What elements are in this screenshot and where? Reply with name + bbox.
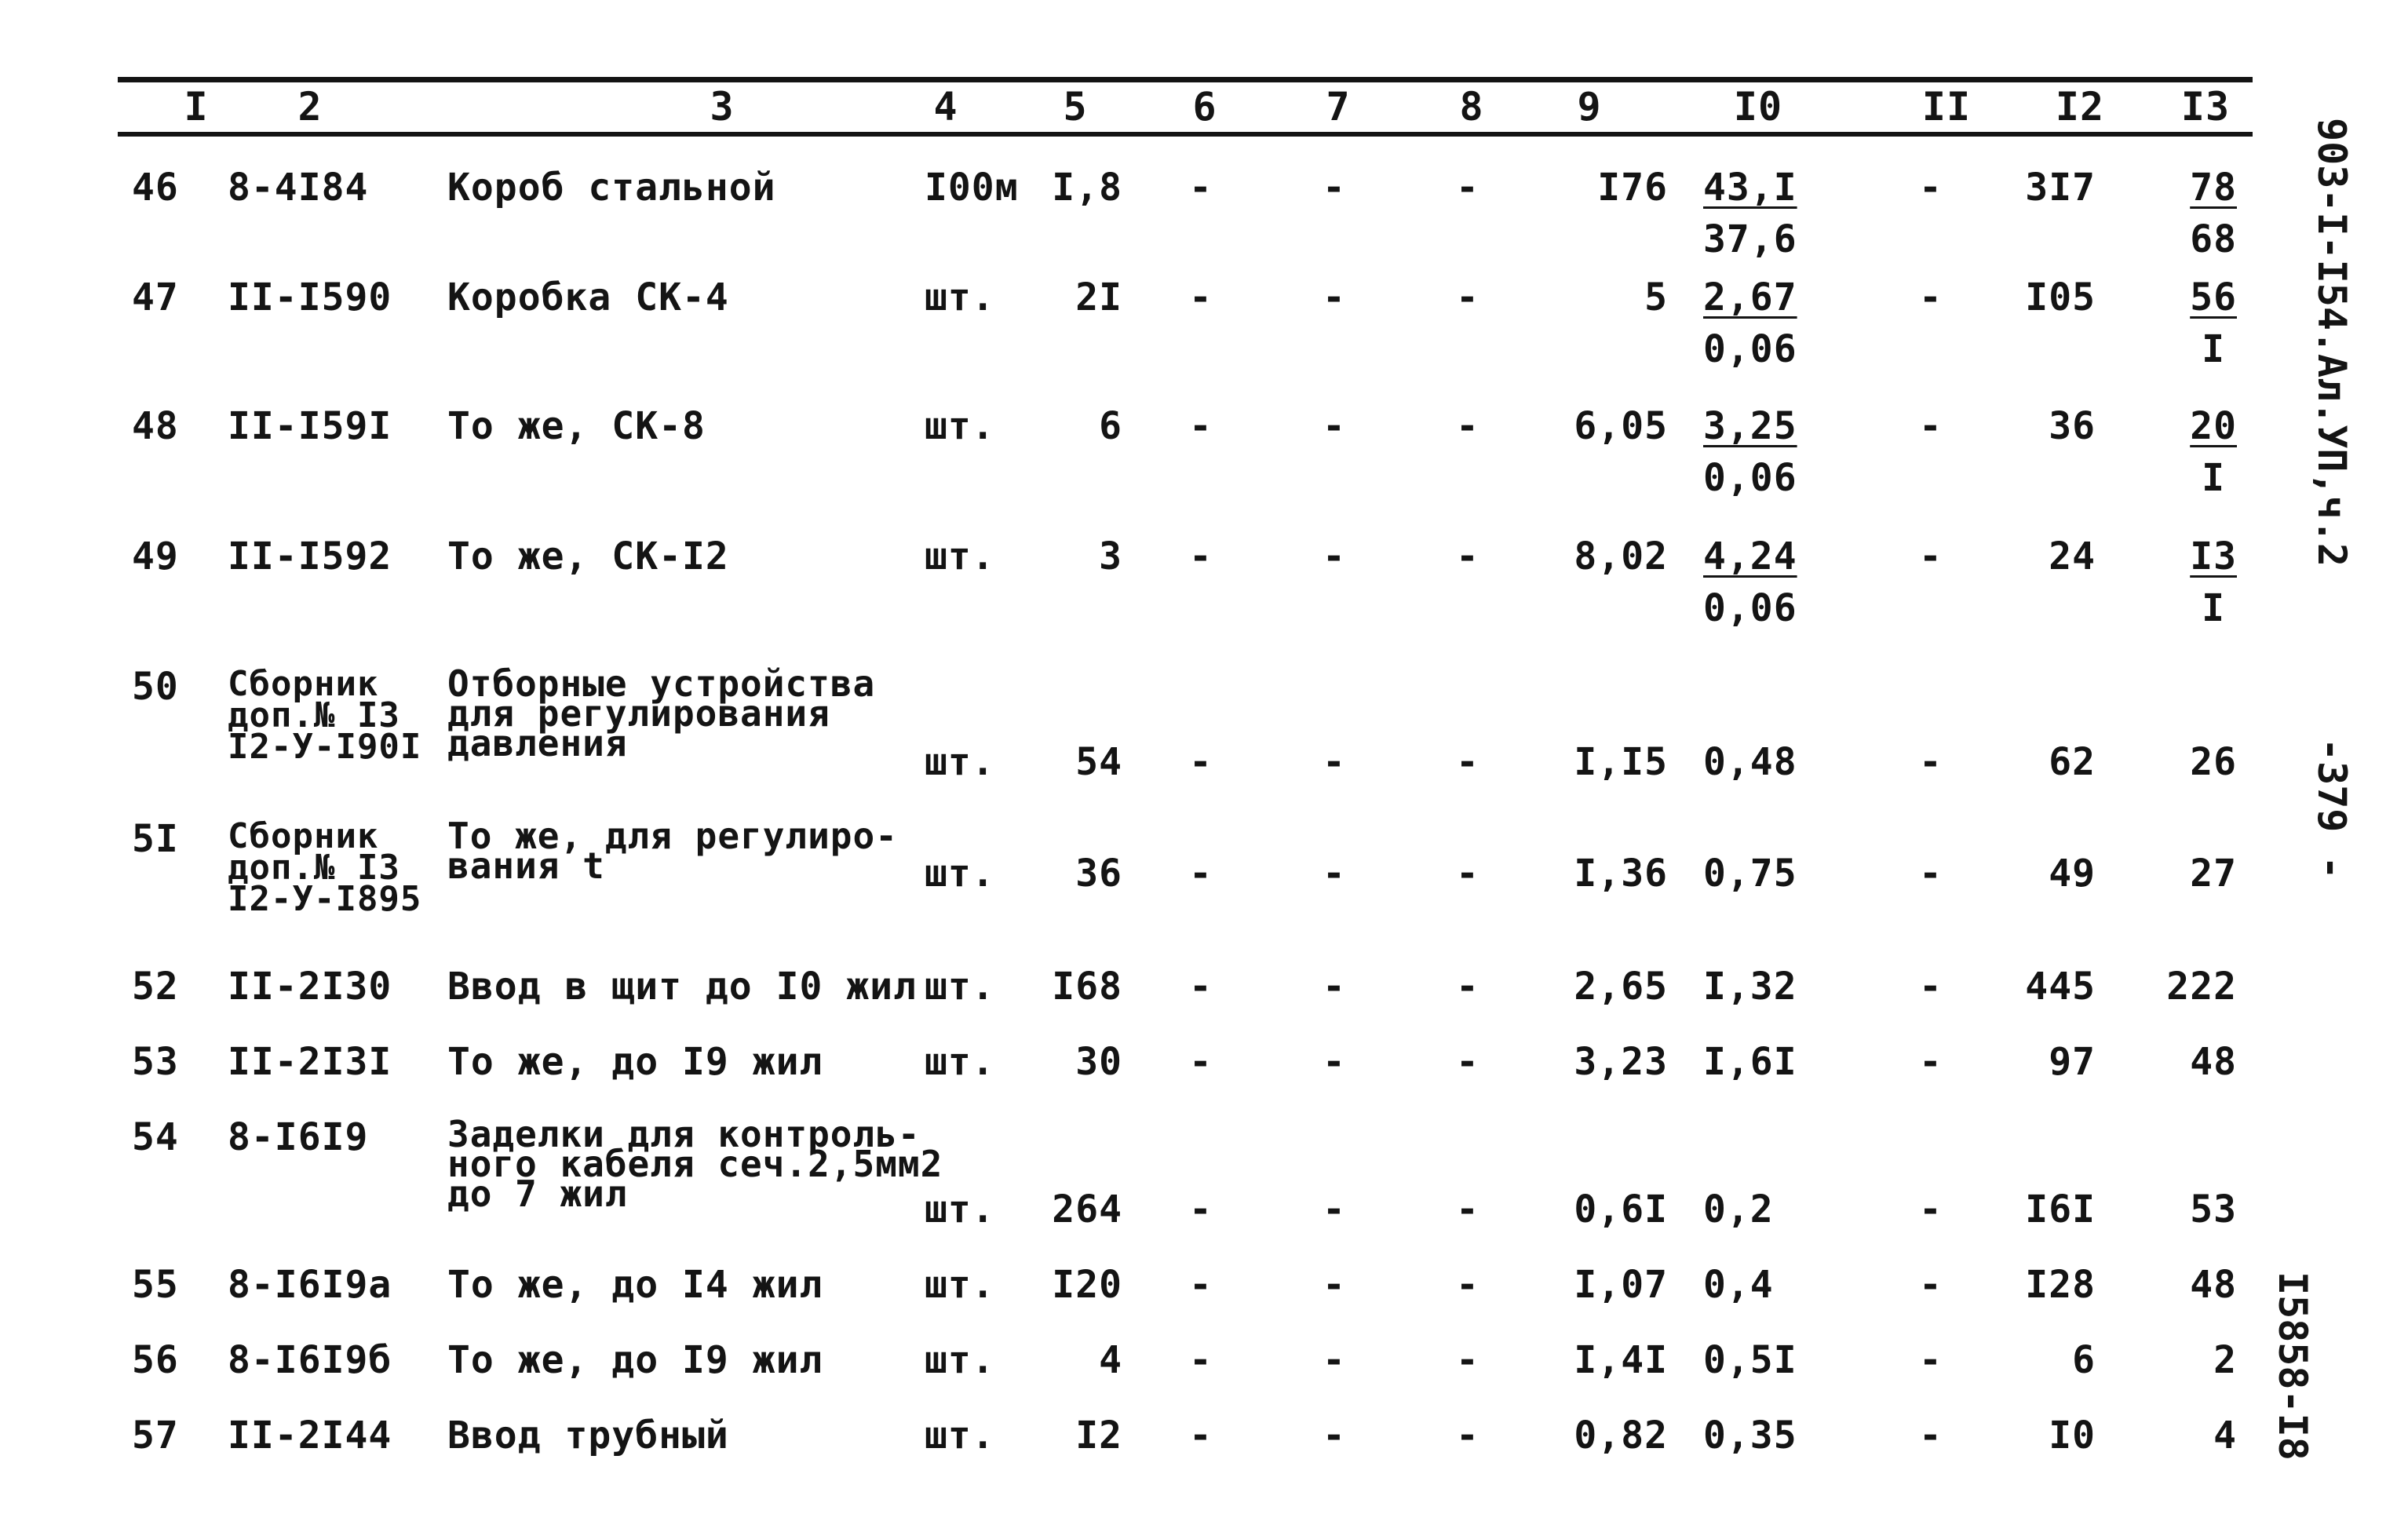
- quantity: I2: [1075, 1414, 1122, 1457]
- col-12-value: I28: [2025, 1263, 2096, 1307]
- quantity: I,8: [1052, 166, 1122, 210]
- norm-code: II-2I3I: [228, 1040, 392, 1084]
- col-12-value: 3I7: [2025, 166, 2096, 210]
- fraction-numerator: 2,67: [1703, 275, 1797, 319]
- item-name: Заделки для контроль- ного кабеля сеч.2,5мм2 до 7 жил: [447, 1113, 943, 1215]
- item-name: Короб стальной: [447, 166, 776, 210]
- col-8-value: -: [1456, 740, 1479, 784]
- col-9-value: I,4I: [1574, 1338, 1668, 1382]
- col-11-value: -: [1919, 740, 1943, 784]
- col-11-value: -: [1919, 534, 1943, 578]
- row-number: 52: [132, 965, 179, 1009]
- header-col-13: I3: [2180, 84, 2231, 130]
- col-11-value: -: [1919, 1414, 1943, 1457]
- col-7-value: -: [1323, 1414, 1346, 1457]
- col-13-value: 27: [2190, 852, 2237, 896]
- col-9-value: 8,02: [1574, 534, 1668, 578]
- fraction-denominator: I: [2202, 586, 2226, 630]
- col-13-value: 53: [2190, 1187, 2237, 1231]
- col-13-value: 48: [2190, 1040, 2237, 1084]
- quantity: 4: [1099, 1338, 1122, 1382]
- fraction-numerator: 3,25: [1703, 404, 1797, 448]
- item-name: То же, для регулиро- вания t: [447, 815, 898, 887]
- fraction-numerator: I3: [2190, 534, 2237, 578]
- item-name: Ввод в щит до I0 жил: [447, 965, 917, 1009]
- fraction-numerator: 43,I: [1703, 166, 1797, 210]
- col-13-value: 222: [2166, 965, 2237, 1009]
- col-10-value: 0,48: [1703, 740, 1797, 784]
- col-8-value: -: [1456, 404, 1479, 448]
- col-12-value: 24: [2049, 534, 2096, 578]
- header-col-3: 3: [710, 84, 735, 130]
- fraction-denominator: 68: [2190, 217, 2237, 261]
- quantity: 6: [1099, 404, 1122, 448]
- row-number: 46: [132, 166, 179, 210]
- col-10-fraction: [1703, 404, 1852, 500]
- fraction-denominator: 0,06: [1703, 586, 1797, 630]
- header-col-5: 5: [1063, 84, 1088, 130]
- col-9-value: 5: [1644, 275, 1668, 319]
- col-7-value: -: [1323, 166, 1346, 210]
- col-6-value: -: [1189, 852, 1213, 896]
- col-13-fraction: [2151, 275, 2237, 371]
- col-12-value: I05: [2025, 275, 2096, 319]
- quantity: 36: [1075, 852, 1122, 896]
- col-8-value: -: [1456, 1338, 1479, 1382]
- col-7-value: -: [1323, 965, 1346, 1009]
- col-7-value: -: [1323, 1187, 1346, 1231]
- col-6-value: -: [1189, 1040, 1213, 1084]
- col-10-value: I,32: [1703, 965, 1797, 1009]
- header-col-2: 2: [297, 84, 323, 130]
- norm-code: Сборник доп.№ I3 I2-У-I895: [228, 816, 422, 919]
- unit: шт.: [925, 740, 995, 784]
- col-6-value: -: [1189, 1263, 1213, 1307]
- header-col-8: 8: [1459, 84, 1484, 130]
- row-number: 5I: [132, 817, 179, 861]
- unit: шт.: [925, 534, 995, 578]
- quantity: 2I: [1075, 275, 1122, 319]
- fraction-denominator: 0,06: [1703, 456, 1797, 500]
- header-col-10: I0: [1733, 84, 1783, 130]
- quantity: 3: [1099, 534, 1122, 578]
- col-6-value: -: [1189, 275, 1213, 319]
- quantity: I68: [1052, 965, 1122, 1009]
- col-11-value: -: [1919, 1187, 1943, 1231]
- unit: шт.: [925, 1263, 995, 1307]
- sheet-number: I5858-I8: [2270, 1271, 2315, 1461]
- col-8-value: -: [1456, 534, 1479, 578]
- table-header-rule: [118, 132, 2253, 137]
- header-col-11: II: [1921, 84, 1972, 130]
- item-name: То же, СК-8: [447, 404, 706, 448]
- norm-code: 8-4I84: [228, 166, 369, 210]
- col-13-value: 26: [2190, 740, 2237, 784]
- col-6-value: -: [1189, 965, 1213, 1009]
- unit: шт.: [925, 852, 995, 896]
- col-8-value: -: [1456, 1187, 1479, 1231]
- col-12-value: 97: [2049, 1040, 2096, 1084]
- col-12-value: 445: [2025, 965, 2096, 1009]
- col-9-value: 2,65: [1574, 965, 1668, 1009]
- col-11-value: -: [1919, 1338, 1943, 1382]
- col-6-value: -: [1189, 740, 1213, 784]
- col-11-value: -: [1919, 166, 1943, 210]
- col-8-value: -: [1456, 1414, 1479, 1457]
- unit: шт.: [925, 404, 995, 448]
- col-13-fraction: [2151, 166, 2237, 261]
- col-11-value: -: [1919, 1263, 1943, 1307]
- item-name: То же, СК-I2: [447, 534, 729, 578]
- col-13-fraction: [2151, 534, 2237, 630]
- header-col-9: 9: [1577, 84, 1602, 130]
- col-7-value: -: [1323, 1338, 1346, 1382]
- quantity: 30: [1075, 1040, 1122, 1084]
- col-10-value: I,6I: [1703, 1040, 1797, 1084]
- norm-code: II-2I30: [228, 965, 392, 1009]
- col-10-fraction: [1703, 275, 1852, 371]
- row-number: 53: [132, 1040, 179, 1084]
- row-number: 50: [132, 665, 179, 709]
- col-7-value: -: [1323, 1040, 1346, 1084]
- col-6-value: -: [1189, 534, 1213, 578]
- col-12-value: 62: [2049, 740, 2096, 784]
- col-7-value: -: [1323, 534, 1346, 578]
- row-number: 55: [132, 1263, 179, 1307]
- norm-code: 8-I6I9б: [228, 1338, 392, 1382]
- header-col-6: 6: [1192, 84, 1217, 130]
- row-number: 57: [132, 1414, 179, 1457]
- item-name: Ввод трубный: [447, 1414, 729, 1457]
- col-13-value: 2: [2213, 1338, 2237, 1382]
- col-6-value: -: [1189, 1187, 1213, 1231]
- col-11-value: -: [1919, 965, 1943, 1009]
- row-number: 47: [132, 275, 179, 319]
- unit: шт.: [925, 1338, 995, 1382]
- norm-code: II-I592: [228, 534, 392, 578]
- col-7-value: -: [1323, 852, 1346, 896]
- col-10-fraction: [1703, 534, 1852, 630]
- norm-code: 8-I6I9а: [228, 1263, 392, 1307]
- col-10-value: 0,75: [1703, 852, 1797, 896]
- row-number: 48: [132, 404, 179, 448]
- col-9-value: I,36: [1574, 852, 1668, 896]
- quantity: I20: [1052, 1263, 1122, 1307]
- item-name: Отборные устройства для регулирования давления: [447, 662, 876, 764]
- header-col-12: I2: [2055, 84, 2105, 130]
- fraction-denominator: 0,06: [1703, 327, 1797, 371]
- item-name: Коробка СК-4: [447, 275, 729, 319]
- row-number: 54: [132, 1115, 179, 1159]
- col-13-value: 4: [2213, 1414, 2237, 1457]
- col-8-value: -: [1456, 166, 1479, 210]
- norm-code: II-I59I: [228, 404, 392, 448]
- document-code: 903-I-I54.Ал.УП,ч.2: [2309, 118, 2355, 567]
- col-7-value: -: [1323, 404, 1346, 448]
- col-13-value: 48: [2190, 1263, 2237, 1307]
- col-7-value: -: [1323, 740, 1346, 784]
- unit: шт.: [925, 1414, 995, 1457]
- unit: шт.: [925, 965, 995, 1009]
- col-10-value: 0,2: [1703, 1187, 1774, 1231]
- fraction-denominator: I: [2202, 456, 2226, 500]
- col-12-value: 36: [2049, 404, 2096, 448]
- col-9-value: 3,23: [1574, 1040, 1668, 1084]
- item-name: То же, до I9 жил: [447, 1040, 823, 1084]
- col-8-value: -: [1456, 852, 1479, 896]
- col-12-value: 49: [2049, 852, 2096, 896]
- norm-code: 8-I6I9: [228, 1115, 369, 1159]
- col-9-value: 6,05: [1574, 404, 1668, 448]
- col-11-value: -: [1919, 1040, 1943, 1084]
- unit: шт.: [925, 1187, 995, 1231]
- col-11-value: -: [1919, 852, 1943, 896]
- col-9-value: 0,82: [1574, 1414, 1668, 1457]
- col-6-value: -: [1189, 166, 1213, 210]
- col-12-value: 6: [2072, 1338, 2096, 1382]
- quantity: 54: [1075, 740, 1122, 784]
- norm-code: II-2I44: [228, 1414, 392, 1457]
- col-9-value: I76: [1597, 166, 1668, 210]
- col-9-value: 0,6I: [1574, 1187, 1668, 1231]
- item-name: То же, до I9 жил: [447, 1338, 823, 1382]
- fraction-numerator: 56: [2190, 275, 2237, 319]
- col-10-value: 0,35: [1703, 1414, 1797, 1457]
- col-10-value: 0,5I: [1703, 1338, 1797, 1382]
- col-7-value: -: [1323, 1263, 1346, 1307]
- row-number: 49: [132, 534, 179, 578]
- col-7-value: -: [1323, 275, 1346, 319]
- col-8-value: -: [1456, 1040, 1479, 1084]
- unit: шт.: [925, 275, 995, 319]
- col-8-value: -: [1456, 275, 1479, 319]
- unit: I00м: [925, 166, 1019, 210]
- norm-code: II-I590: [228, 275, 392, 319]
- header-col-4: 4: [933, 84, 958, 130]
- header-col-7: 7: [1326, 84, 1351, 130]
- col-8-value: -: [1456, 1263, 1479, 1307]
- col-6-value: -: [1189, 1338, 1213, 1382]
- header-col-1: I: [184, 84, 209, 130]
- fraction-numerator: 4,24: [1703, 534, 1797, 578]
- norm-code: Сборник доп.№ I3 I2-У-I90I: [228, 664, 422, 767]
- col-6-value: -: [1189, 404, 1213, 448]
- page-number: -379 -: [2309, 738, 2355, 880]
- item-name: То же, до I4 жил: [447, 1263, 823, 1307]
- col-9-value: I,I5: [1574, 740, 1668, 784]
- col-10-fraction: [1703, 166, 1852, 261]
- col-13-fraction: [2151, 404, 2237, 500]
- col-8-value: -: [1456, 965, 1479, 1009]
- fraction-denominator: 37,6: [1703, 217, 1797, 261]
- fraction-numerator: 20: [2190, 404, 2237, 448]
- table-top-rule: [118, 77, 2253, 82]
- row-number: 56: [132, 1338, 179, 1382]
- col-6-value: -: [1189, 1414, 1213, 1457]
- quantity: 264: [1052, 1187, 1122, 1231]
- unit: шт.: [925, 1040, 995, 1084]
- fraction-denominator: I: [2202, 327, 2226, 371]
- col-9-value: I,07: [1574, 1263, 1668, 1307]
- col-10-value: 0,4: [1703, 1263, 1774, 1307]
- col-12-value: I0: [2049, 1414, 2096, 1457]
- col-11-value: -: [1919, 275, 1943, 319]
- col-11-value: -: [1919, 404, 1943, 448]
- col-12-value: I6I: [2025, 1187, 2096, 1231]
- fraction-numerator: 78: [2190, 166, 2237, 210]
